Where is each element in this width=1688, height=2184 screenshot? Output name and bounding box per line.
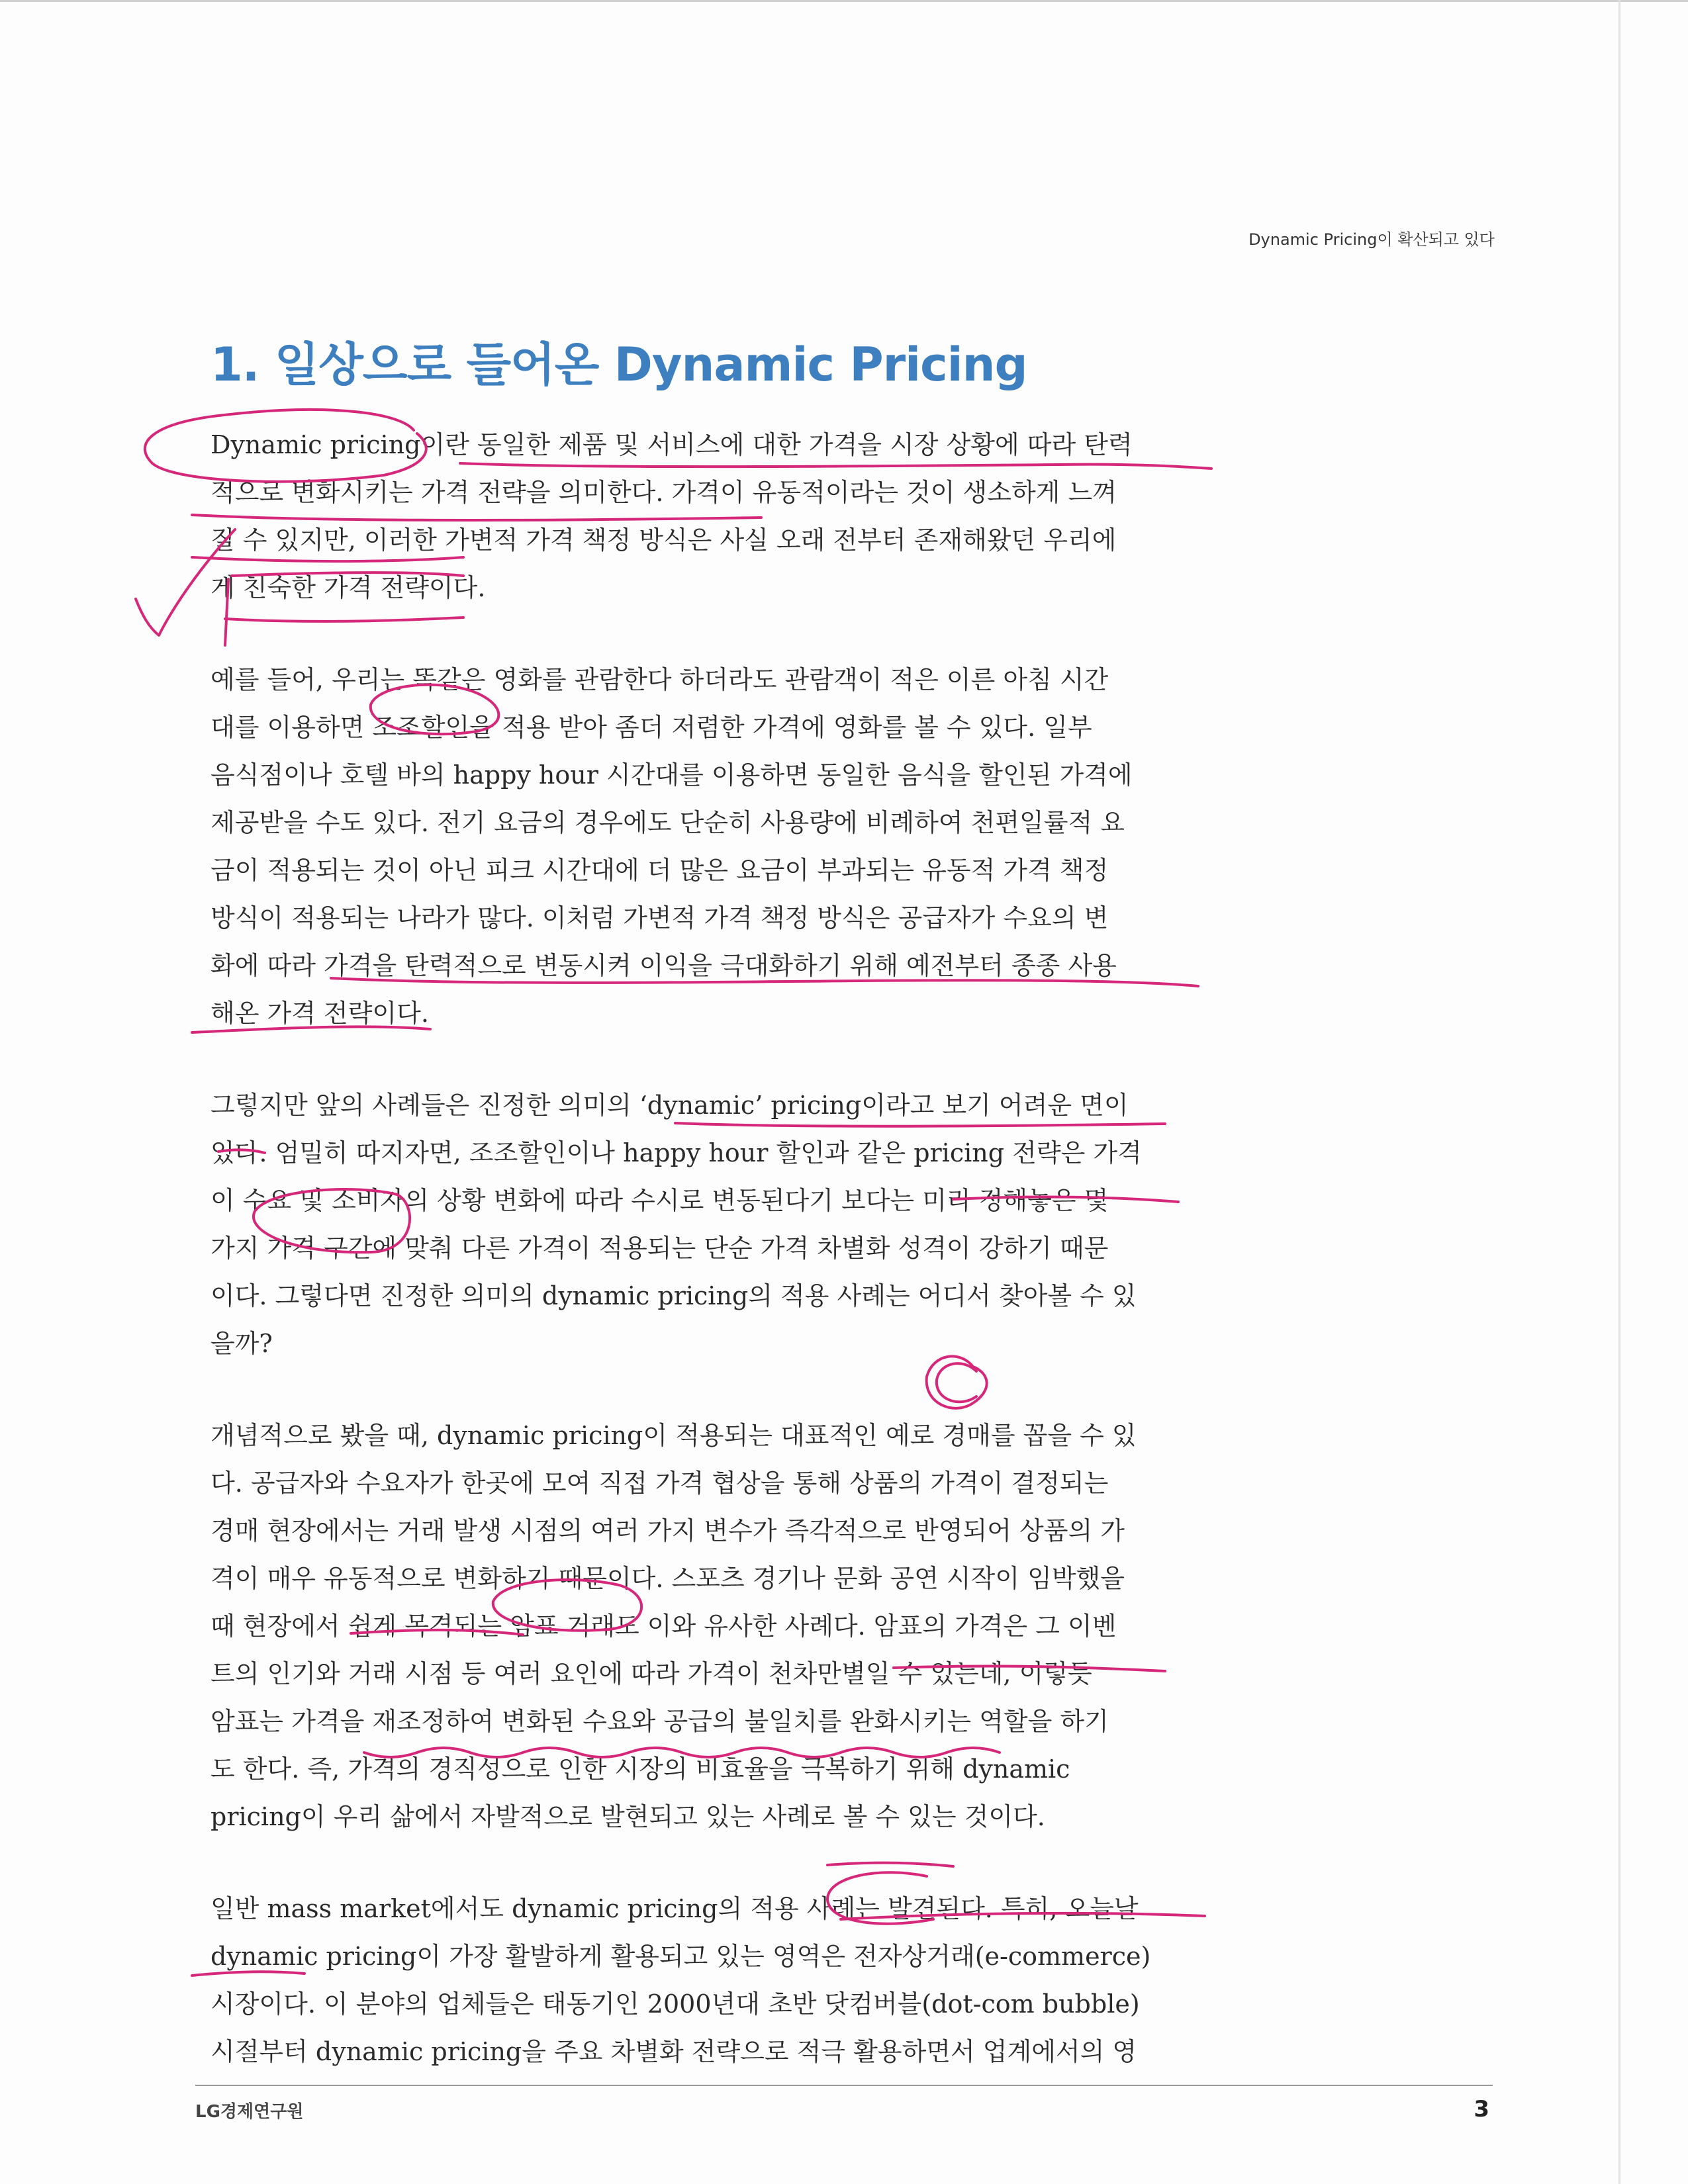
body-text <box>211 421 1164 2120</box>
text-line: 개념적으로 봤을 때, dynamic pricing이 적용되는 대표적인 예로 경매를 꼽을 수 있 <box>211 1421 1137 1450</box>
text-line: 트의 인기와 거래 시점 등 여러 요인에 따라 가격이 천차만별일 수 있는데, 이렇듯 <box>211 1659 1092 1688</box>
text-line: 이다. 그렇다면 진정한 의미의 dynamic pricing의 적용 사례는 어디서 찾아볼 수 있 <box>211 1281 1137 1310</box>
text-line: 화에 따라 가격을 탄력적으로 변동시켜 이익을 극대화하기 위해 예전부터 종종 사용 <box>211 951 1117 980</box>
footer-organization: LG경제연구원 <box>195 2102 304 2122</box>
paragraph <box>211 1412 1164 1841</box>
text-line: 대를 이용하면 조조할인을 적용 받아 좀더 저렴한 가격에 영화를 볼 수 있다. 일부 <box>211 713 1092 742</box>
text-line: 이 수요 및 소비자의 상황 변화에 따라 수시로 변동된다기 보다는 미리 정해놓은 몇 <box>211 1186 1109 1215</box>
paragraph <box>211 421 1164 612</box>
text-line: Dynamic pricing이란 동일한 제품 및 서비스에 대한 가격을 시장 상황에 따라 탄력 <box>211 430 1133 459</box>
text-line: 경매 현장에서는 거래 발생 시점의 여러 가지 변수가 즉각적으로 반영되어 상품의 가 <box>211 1516 1125 1545</box>
text-line: 암표는 가격을 재조정하여 변화된 수요와 공급의 불일치를 완화시키는 역할을 하기 <box>211 1707 1109 1736</box>
text-line: 가지 가격 구간에 맞춰 다른 가격이 적용되는 단순 가격 차별화 성격이 강하기 때문 <box>211 1234 1109 1263</box>
text-line: 때 현장에서 쉽게 목격되는 암표 거래도 이와 유사한 사례다. 암표의 가격은 그 이벤 <box>211 1612 1117 1641</box>
paragraph <box>211 656 1164 1037</box>
text-line: dynamic pricing이 가장 활발하게 활용되고 있는 영역은 전자상거래(e-commerce) <box>211 1942 1151 1971</box>
running-header: Dynamic Pricing이 확산되고 있다 <box>1248 230 1495 249</box>
page-edge-shadow <box>1618 0 1620 2184</box>
text-line: 방식이 적용되는 나라가 많다. 이처럼 가변적 가격 책정 방식은 공급자가 수요의 변 <box>211 903 1109 933</box>
text-line: 시절부터 dynamic pricing을 주요 차별화 전략으로 적극 활용하면서 업계에서의 영 <box>211 2037 1137 2066</box>
text-line: 다. 공급자와 수요자가 한곳에 모여 직접 가격 협상을 통해 상품의 가격이 결정되는 <box>211 1469 1109 1498</box>
text-line: 음식점이나 호텔 바의 happy hour 시간대를 이용하면 동일한 음식을 할인된 가격에 <box>211 760 1133 790</box>
text-line: 제공받을 수도 있다. 전기 요금의 경우에도 단순히 사용량에 비례하여 천편일률적 요 <box>211 808 1125 837</box>
text-line: 있다. 엄밀히 따지자면, 조조할인이나 happy hour 할인과 같은 pricing 전략은 가격 <box>211 1138 1142 1167</box>
text-line: 해온 가격 전략이다. <box>211 999 429 1028</box>
text-line: 게 친숙한 가격 전략이다. <box>211 573 486 602</box>
page-number: 3 <box>1474 2096 1489 2122</box>
text-line: pricing이 우리 삶에서 자발적으로 발현되고 있는 사례로 볼 수 있는 것이다. <box>211 1802 1045 1831</box>
text-line: 을까? <box>211 1329 273 1358</box>
section-title: 1. 일상으로 들어온 Dynamic Pricing <box>211 338 1027 392</box>
paragraph <box>211 1081 1164 1367</box>
text-line: 도 한다. 즉, 가격의 경직성으로 인한 시장의 비효율을 극복하기 위해 dynamic <box>211 1754 1070 1784</box>
text-line: 격이 매우 유동적으로 변화하기 때문이다. 스포츠 경기나 문화 공연 시작이 임박했을 <box>211 1564 1125 1593</box>
text-line: 금이 적용되는 것이 아닌 피크 시간대에 더 많은 요금이 부과되는 유동적 가격 책정 <box>211 856 1109 885</box>
top-edge-line <box>0 0 1688 2</box>
text-line: 일반 mass market에서도 dynamic pricing의 적용 사례는 발견된다. 특히, 오늘날 <box>211 1894 1139 1923</box>
text-line: 그렇지만 앞의 사례들은 진정한 의미의 ‘dynamic’ pricing이라고 보기 어려운 면이 <box>211 1091 1129 1120</box>
text-line: 적으로 변화시키는 가격 전략을 의미한다. 가격이 유동적이라는 것이 생소하게 느껴 <box>211 478 1117 507</box>
footer-divider <box>195 2085 1493 2086</box>
paragraph <box>211 1885 1164 2075</box>
text-line: 예를 들어, 우리는 똑같은 영화를 관람한다 하더라도 관람객이 적은 이른 아침 시간 <box>211 665 1109 694</box>
text-line: 질 수 있지만, 이러한 가변적 가격 책정 방식은 사실 오래 전부터 존재해왔던 우리에 <box>211 525 1117 555</box>
text-line: 시장이다. 이 분야의 업체들은 태동기인 2000년대 초반 닷컴버블(dot-com bubble) <box>211 1989 1140 2019</box>
